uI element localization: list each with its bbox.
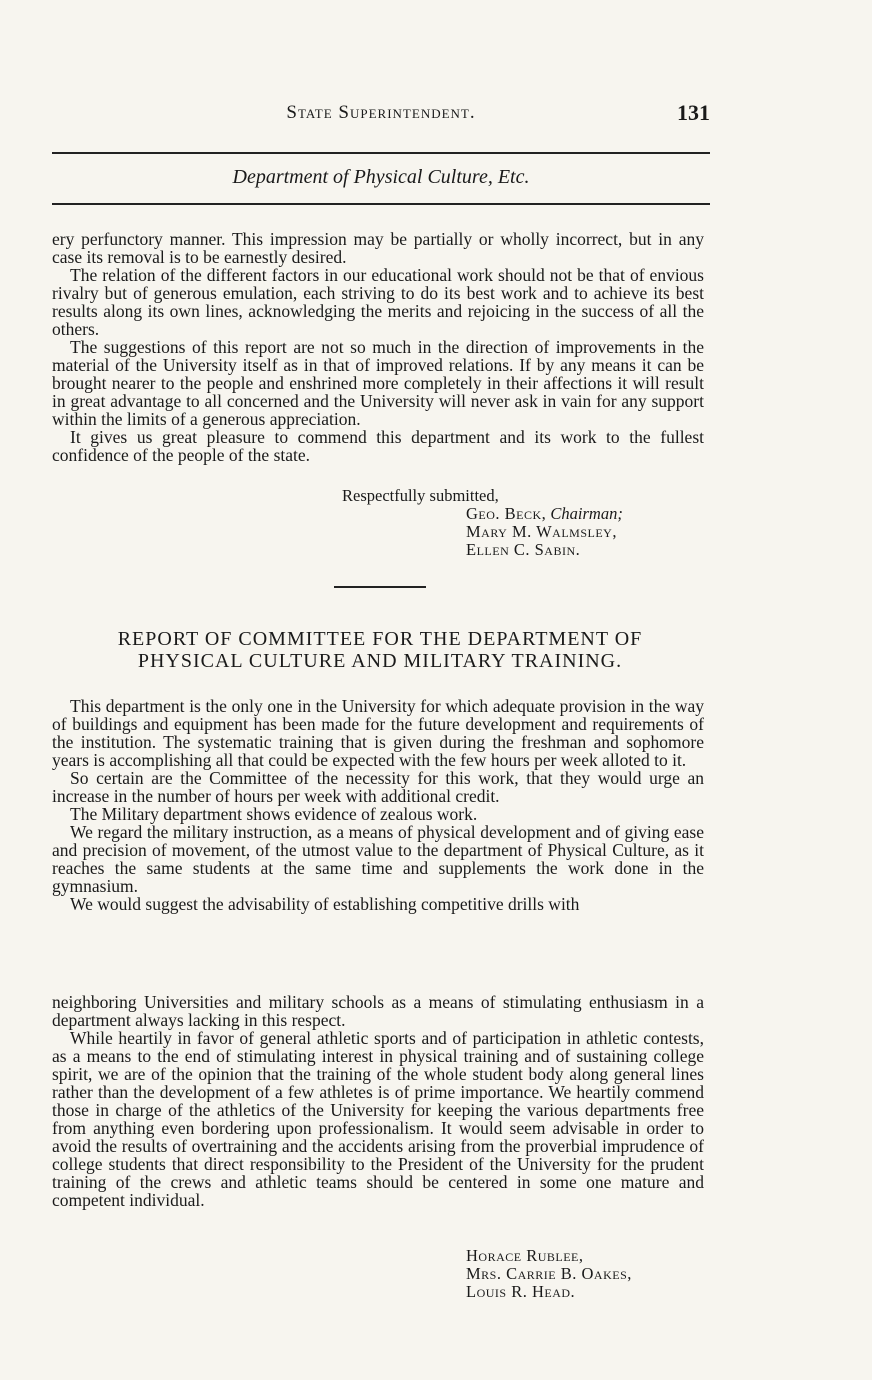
running-title: State Superintendent. — [286, 102, 476, 123]
paragraph: We regard the military instruction, as a means of physical development and of giving ease and precision of movement, of the utmost value to the department of Physical Culture, as it reaches the same students at the same time and supplements the work done in the gymnasium. — [52, 822, 704, 896]
signer-name: Louis R. Head. — [466, 1282, 576, 1301]
signer-name: Geo. Beck, — [466, 504, 547, 523]
closing-line: Respectfully submitted, — [342, 486, 499, 505]
paragraph: While heartily in favor of general athletic sports and of participation in athletic contests, as a means to the end of stimulating interest in physical training and of sustaining college spirit, we are of the opinion that the training of the whole student body along general lines rather than the development of a few athletes is of prime importance. We heartily commend those in charge of the athletics of the University for keeping the various departments free from anything even bordering upon professionalism. It would seem advisable in order to avoid the results of overtraining and the accidents arising from the proverbial imprudence of college students that direct responsibility to the President of the University for the prudent training of the crews and athletic teams should be centered in some one mature and competent individual. — [52, 1028, 704, 1210]
signer-title: Chairman; — [550, 504, 623, 523]
report-heading-line: REPORT OF COMMITTEE FOR THE DEPARTMENT OF — [117, 628, 643, 650]
header-rule-top — [52, 152, 710, 154]
paragraph: It gives us great pleasure to commend this department and its work to the fullest confidence of the people of the state. — [52, 427, 704, 465]
second-report-continuation — [52, 993, 704, 1209]
signer-name: Ellen C. Sabin. — [466, 540, 581, 559]
signer-name: Mrs. Carrie B. Oakes, — [466, 1264, 632, 1283]
paragraph: The suggestions of this report are not so much in the direction of improvements in the material of the University itself as in that of improved relations. If by any means it can be brought nearer to the people and enshrined more completely in their affections it will result in great advantage to all concerned and the University will never ask in vain for any support within the limits of a generous appreciation. — [52, 337, 704, 429]
paragraph: neighboring Universities and military schools as a means of stimulating enthusiasm in a department always lacking in this respect. — [52, 992, 704, 1030]
paragraph: ery perfunctory manner. This impression may be partially or wholly incorrect, but in any case its removal is to be earnestly desired. — [52, 229, 704, 267]
header-rule-bottom — [52, 203, 710, 205]
first-report-body — [52, 230, 704, 464]
section-subhead: Department of Physical Culture, Etc. — [232, 166, 530, 188]
report-heading — [52, 628, 708, 672]
second-report-body — [52, 697, 704, 913]
signature-block — [466, 505, 623, 559]
paragraph: The Military department shows evidence of zealous work. — [70, 804, 478, 824]
running-head — [52, 102, 710, 130]
signer-name: Horace Rublee, — [466, 1246, 584, 1265]
section-divider — [334, 586, 426, 588]
report-heading-line: PHYSICAL CULTURE AND MILITARY TRAINING. — [137, 650, 623, 672]
paragraph: This department is the only one in the University for which adequate provision in the way of buildings and equipment has been made for the future development and requirements of the institution. The systematic training that is given during the freshman and sophomore years is accomplishing all that could be expected with the few hours per week alloted to it. — [52, 696, 704, 770]
paragraph: We would suggest the advisability of establishing competitive drills with — [70, 894, 580, 914]
signature-block — [466, 1247, 632, 1301]
paragraph: The relation of the different factors in our educational work should not be that of envious rivalry but of generous emulation, each striving to do its best work and to achieve its best results along its own lines, acknowledging the merits and rejoicing in the success of all the others. — [52, 265, 704, 339]
signer — [466, 505, 623, 523]
page-number: 131 — [677, 100, 710, 125]
signer-name: Mary M. Walmsley, — [466, 522, 617, 541]
paragraph: So certain are the Committee of the necessity for this work, that they would urge an increase in the number of hours per week with additional credit. — [52, 768, 704, 806]
